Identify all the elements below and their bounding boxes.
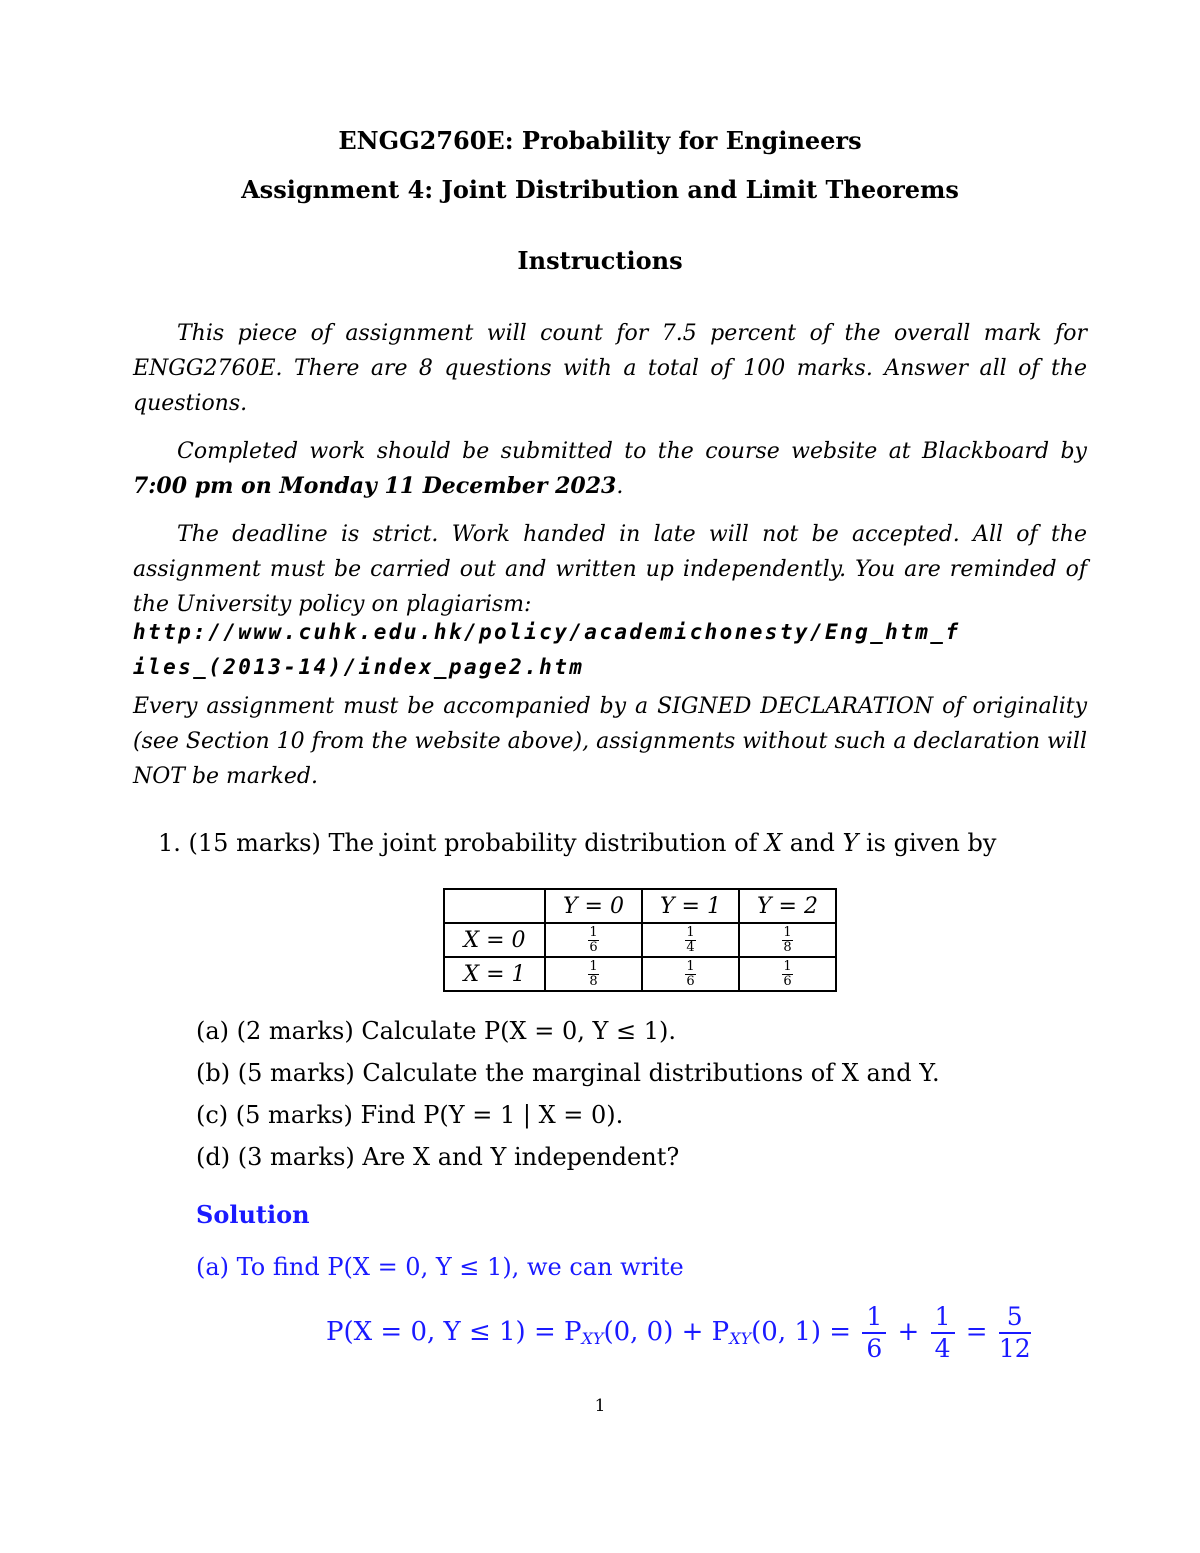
policy-url-line-1[interactable]: http://www.cuhk.edu.hk/policy/academichonesty/Eng_htm_f xyxy=(133,620,961,644)
eq-subscript: XY xyxy=(729,1329,752,1348)
assignment-title: Assignment 4: Joint Distribution and Limit Theorems xyxy=(241,175,959,204)
cell-denominator: 8 xyxy=(783,939,792,955)
instructions-paragraph-1: This piece of assignment will count for 7.5 percent of the overall mark for ENGG2760E. There are 8 questions with a total of 100 marks. Answer all of the questions. xyxy=(133,321,1087,416)
question-1-part-c: (c) (5 marks) Find P(Y = 1 | X = 0). xyxy=(196,1101,624,1129)
fraction-denominator: 6 xyxy=(866,1334,883,1363)
solution-heading: Solution xyxy=(196,1200,310,1229)
col-header: Y = 1 xyxy=(642,889,739,923)
question-1-and: and xyxy=(782,829,843,857)
table-row xyxy=(444,923,836,957)
fraction-numerator: 5 xyxy=(999,1302,1031,1334)
page-number: 1 xyxy=(594,1396,606,1416)
table-row xyxy=(444,957,836,991)
row-header: X = 1 xyxy=(444,957,545,991)
table-cell xyxy=(545,923,642,957)
policy-url-line-2[interactable]: iles_(2013-14)/index_page2.htm xyxy=(133,655,585,679)
table-cell xyxy=(642,957,739,991)
fraction-denominator: 4 xyxy=(934,1334,951,1363)
deadline-text: 7:00 pm on Monday 11 December 2023 xyxy=(133,473,617,499)
eq-fraction-3 xyxy=(999,1302,1031,1364)
table-cell xyxy=(545,957,642,991)
cell-denominator: 6 xyxy=(589,939,598,955)
question-1-outro: is given by xyxy=(858,829,997,857)
fraction-denominator: 12 xyxy=(998,1334,1031,1363)
eq-fraction-2 xyxy=(931,1302,955,1364)
cell-numerator: 1 xyxy=(686,924,695,940)
instructions-paragraph-3: The deadline is strict. Work handed in late will not be accepted. All of the assignment must be carried out and written up independently. You are reminded of the University policy on plagiarism: xyxy=(133,522,1087,617)
var-x: X xyxy=(765,829,783,857)
question-1-intro: (15 marks) The joint probability distribution of xyxy=(188,829,766,857)
eq-mid2: (0, 1) = xyxy=(751,1317,860,1347)
question-1-part-b: (b) (5 marks) Calculate the marginal distributions of X and Y. xyxy=(196,1059,940,1087)
solution-equation xyxy=(326,1302,1034,1364)
cell-numerator: 1 xyxy=(686,958,695,974)
col-header: Y = 0 xyxy=(545,889,642,923)
cell-denominator: 8 xyxy=(589,973,598,989)
cell-denominator: 6 xyxy=(686,973,695,989)
question-number: 1. xyxy=(158,829,181,857)
eq-fraction-1 xyxy=(862,1302,886,1364)
solution-part-a-text: (a) To find P(X = 0, Y ≤ 1), we can write xyxy=(196,1253,684,1281)
eq-plus: + xyxy=(889,1317,928,1347)
question-1-part-a: (a) (2 marks) Calculate P(X = 0, Y ≤ 1). xyxy=(196,1017,676,1045)
eq-equals: = xyxy=(957,1317,996,1347)
table-cell xyxy=(739,957,836,991)
cell-numerator: 1 xyxy=(783,958,792,974)
question-1-statement xyxy=(158,829,996,857)
col-header: Y = 2 xyxy=(739,889,836,923)
cell-numerator: 1 xyxy=(589,924,598,940)
eq-lhs: P(X = 0, Y ≤ 1) = P xyxy=(326,1317,582,1347)
table-header-row xyxy=(444,889,836,923)
table-cell xyxy=(739,923,836,957)
table-cell xyxy=(642,923,739,957)
cell-denominator: 4 xyxy=(686,939,695,955)
submission-period: . xyxy=(616,474,624,499)
fraction-numerator: 1 xyxy=(862,1302,886,1334)
cell-numerator: 1 xyxy=(783,924,792,940)
eq-mid1: (0, 0) + P xyxy=(603,1317,730,1347)
submission-text: Completed work should be submitted to the course website at Blackboard by xyxy=(177,439,1087,464)
instructions-paragraph-2 xyxy=(133,434,1087,504)
row-header: X = 0 xyxy=(444,923,545,957)
declaration-paragraph: Every assignment must be accompanied by a SIGNED DECLARATION of originality (see Section 10 from the website above), assignments without such a declaration will NOT be marked. xyxy=(133,694,1087,789)
fraction-numerator: 1 xyxy=(931,1302,955,1334)
eq-subscript: XY xyxy=(581,1329,604,1348)
table-corner-cell xyxy=(444,889,545,923)
var-y: Y xyxy=(842,829,859,857)
question-1-part-d: (d) (3 marks) Are X and Y independent? xyxy=(196,1143,680,1171)
cell-numerator: 1 xyxy=(589,958,598,974)
instructions-heading: Instructions xyxy=(517,246,683,275)
cell-denominator: 6 xyxy=(783,973,792,989)
joint-distribution-table xyxy=(443,888,837,992)
course-title: ENGG2760E: Probability for Engineers xyxy=(338,126,862,155)
